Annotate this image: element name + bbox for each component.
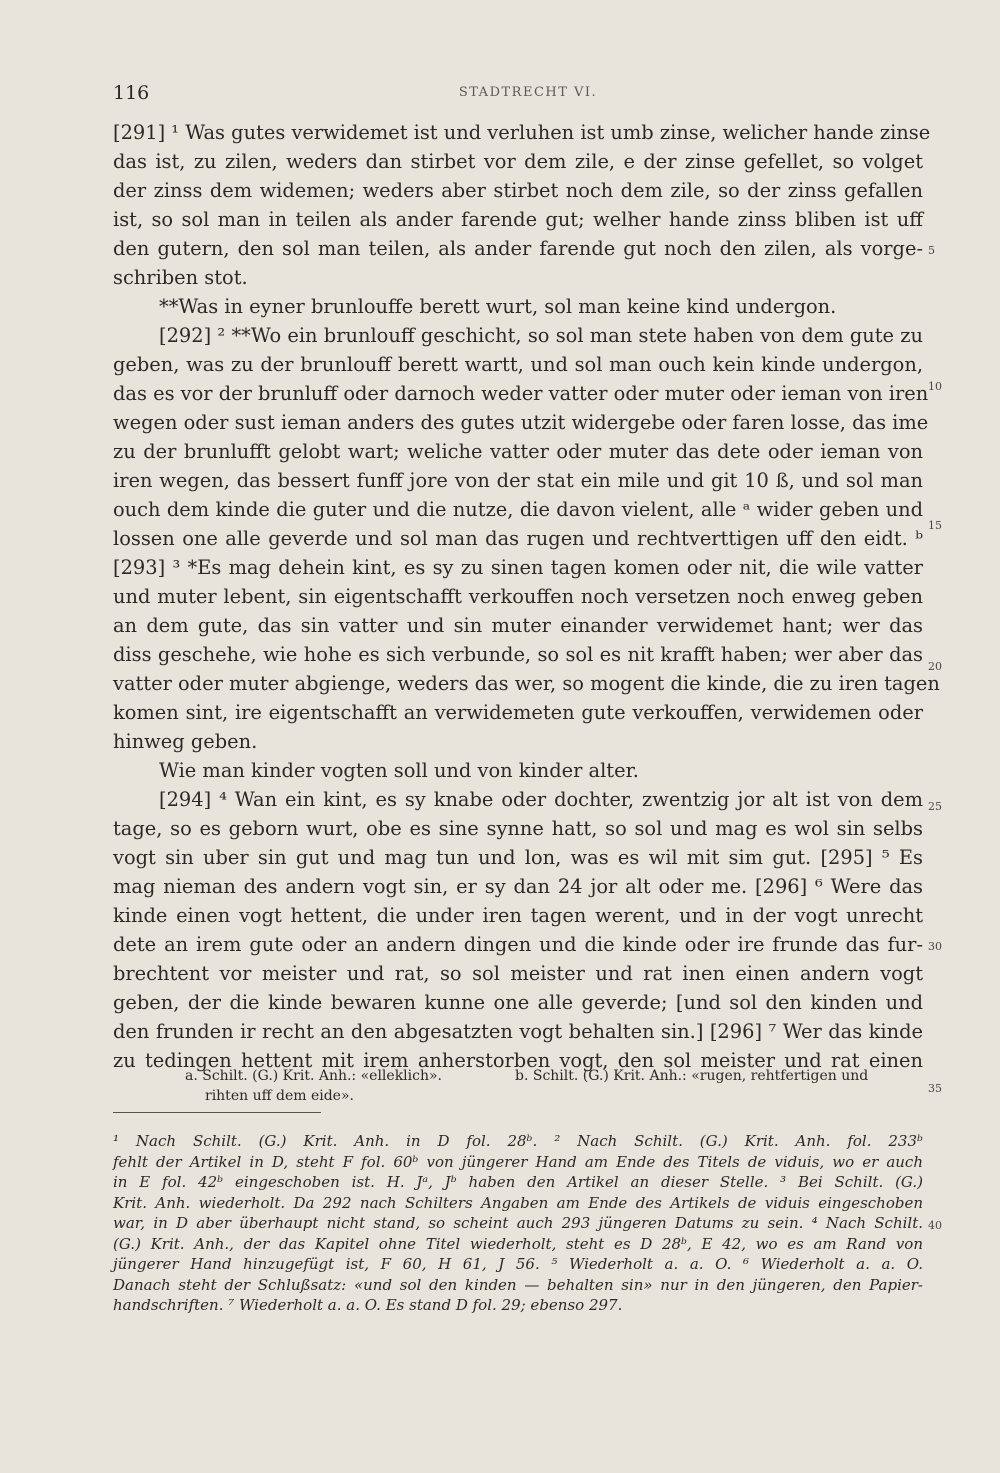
text-line: vatter oder muter abgienge, weders das wer, so mogent die kinde, die zu iren tagen	[113, 672, 940, 695]
footnote-line: fehlt der Artikel in D, steht F fol. 60ᵇ von jüngerer Hand am Ende des Titels de viduis, wo er auch	[113, 1152, 923, 1171]
text-line: ouch dem kinde die guter und die nutze, die davon vielent, alle ᵃ wider geben und	[113, 498, 923, 521]
text-line: mag nieman des andern vogt sin, er sy dan 24 jor alt oder me. [296] ⁶ Were das	[113, 875, 923, 898]
text-line: vogt sin uber sin gut und mag tun und lon, was es wil mit sim gut. [295] ⁵ Es	[113, 846, 923, 869]
line-number: 10	[928, 380, 942, 393]
page-header	[113, 82, 943, 106]
text-line: zu tedingen hettent mit irem anherstorben vogt, den sol meister und rat einen	[113, 1049, 923, 1072]
text-line: das es vor der brunluff oder darnoch weder vatter oder muter oder ieman von iren	[113, 382, 929, 405]
text-line: geben, der die kinde bewaren kunne one alle geverde; [und sol den kinden und	[113, 991, 923, 1014]
text-line: das ist, zu zilen, weders dan stirbet vor dem zile, e der zinse gefellet, so volget	[113, 150, 923, 173]
text-line: tage, so es geborn wurt, obe es sine synne hatt, so sol und mag es wol sin selbs	[113, 817, 923, 840]
footnote-line: war, in D aber überhaupt nicht stand, so scheint auch 293 jüngeren Datums zu sein. ⁴ Nach Schilt.	[113, 1214, 923, 1232]
text-line: den gutern, den sol man teilen, als ander farende gut noch den zilen, als vorge-	[113, 237, 923, 260]
text-line: der zinss dem widemen; weders aber stirbet noch dem zile, so der zinss gefallen	[113, 179, 923, 202]
section-heading: **Was in eyner brunlouffe berett wurt, sol man keine kind undergon.	[159, 295, 837, 318]
text-line: den frunden ir recht an den abgesatzten vogt behalten sin.] [296] ⁷ Wer das kinde	[113, 1020, 923, 1043]
text-line: [294] ⁴ Wan ein kint, es sy knabe oder dochter, zwentzig jor alt ist von dem	[159, 788, 923, 811]
footnote-line: ¹ Nach Schilt. (G.) Krit. Anh. in D fol. 28ᵇ. ² Nach Schilt. (G.) Krit. Anh. fol. 233ᵇ	[113, 1132, 923, 1150]
text-line: wegen oder sust ieman anders des gutes utzit widergebe oder faren losse, das ime	[113, 411, 929, 434]
text-line: [291] ¹ Was gutes verwidemet ist und verluhen ist umb zinse, welicher hande zinse	[113, 121, 931, 144]
text-line: hinweg geben.	[113, 730, 258, 753]
text-line: an dem gute, das sin vatter und sin muter einander verwidemet hant; wer das	[113, 614, 923, 637]
running-title: STADTRECHT VI.	[458, 85, 598, 100]
footnote-divider	[113, 1112, 321, 1113]
page-number: 116	[113, 82, 150, 104]
text-line: kinde einen vogt hettent, die under iren tagen werent, und in der vogt unrecht	[113, 904, 923, 927]
line-number: 25	[928, 800, 942, 813]
text-line: zu der brunlufft gelobt wart; weliche vatter oder muter das dete oder ieman von	[113, 440, 923, 463]
line-number: 40	[928, 1219, 942, 1232]
footnote-line: in E fol. 42ᵇ eingeschoben ist. H. Jᵃ, Jᵇ haben den Artikel an dieser Stelle. ³ Bei Schilt. (G.)	[113, 1173, 923, 1191]
text-line: und muter lebent, sin eigentschafft verkouffen noch versetzen noch enweg geben	[113, 585, 923, 608]
footnotes	[113, 1131, 923, 1316]
text-line: geben, was zu der brunlouff berett wartt, und sol man ouch kein kinde undergon,	[113, 353, 923, 376]
apparatus-note-b: b. Schilt. (G.) Krit. Anh.: «rugen, rehtfertigen und	[515, 1068, 869, 1084]
text-line: brechtent vor meister und rat, so sol meister und rat inen einen andern vogt	[113, 962, 923, 985]
text-line: schriben stot.	[113, 266, 248, 289]
footnote-line: jüngerer Hand hinzugefügt ist, F 60, H 61, J 56. ⁵ Wiederholt a. a. O. ⁶ Wiederholt a. a. O.	[113, 1255, 923, 1273]
line-number: 20	[928, 660, 942, 673]
footnote-line: handschriften. ⁷ Wiederholt a. a. O. Es stand D fol. 29; ebenso 297.	[113, 1296, 623, 1314]
text-line: iren wegen, das bessert funff jore von der stat ein mile und git 10 ß, und sol man	[113, 469, 923, 492]
text-line: lossen one alle geverde und sol man das rugen und rechtverttigen uff den eidt. ᵇ	[113, 527, 923, 550]
section-heading: Wie man kinder vogten soll und von kinder alter.	[159, 759, 639, 782]
text-line: diss geschehe, wie hohe es sich verbunde, so sol es nit krafft haben; wer aber das	[113, 643, 923, 666]
text-line: [293] ³ *Es mag dehein kint, es sy zu sinen tagen komen oder nit, die wile vatter	[113, 556, 923, 579]
apparatus-note-a: a. Schilt. (G.) Krit. Anh.: «elleklich».	[185, 1068, 443, 1084]
line-number: 15	[928, 519, 942, 532]
text-line: ist, so sol man in teilen als ander farende gut; welher hande zinss bliben ist uff	[113, 208, 923, 231]
line-number: 5	[928, 244, 935, 257]
line-number: 30	[928, 940, 942, 953]
footnote-line: Danach steht der Schlußsatz: «und sol den kinden — behalten sin» nur in den jüngeren, den Papier-	[113, 1275, 923, 1294]
apparatus-note-b-continued: rihten uff dem eide».	[205, 1088, 354, 1104]
footnote-line: Krit. Anh. wiederholt. Da 292 nach Schilters Angaben am Ende des Artikels de viduis eingeschoben	[113, 1193, 923, 1212]
footnote-line: (G.) Krit. Anh., der das Kapitel ohne Titel wiederholt, steht es D 28ᵇ, E 42, wo es am Rand von	[113, 1234, 923, 1253]
text-line: [292] ² **Wo ein brunlouff geschicht, so sol man stete haben von dem gute zu	[159, 324, 923, 347]
text-line: komen sint, ire eigentschafft an verwidemeten gute verkouffen, verwidemen oder	[113, 701, 923, 724]
critical-apparatus	[185, 1066, 920, 1106]
text-line: dete an irem gute oder an andern dingen und die kinde oder ire frunde das fur-	[113, 933, 923, 956]
line-number: 35	[928, 1082, 942, 1095]
